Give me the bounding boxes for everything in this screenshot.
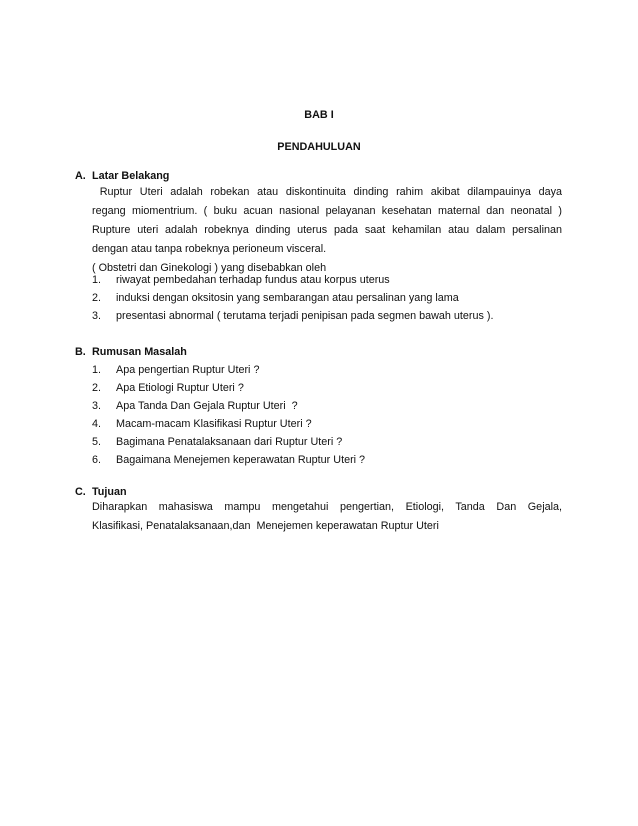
list-text: riwayat pembedahan terhadap fundus atau korpus uterus: [116, 274, 390, 286]
section-a-line: Rupture uteri adalah robeknya dinding uterus pada saat kehamilan atau dalam persalinan: [92, 224, 562, 236]
section-c-line: Klasifikasi, Penatalaksanaan,dan Menejemen keperawatan Ruptur Uteri: [92, 520, 439, 532]
section-a-line: Ruptur Uteri adalah robekan atau diskontinuita dinding rahim akibat dilampauinya daya: [92, 186, 562, 198]
list-item: [92, 436, 342, 448]
list-item: [92, 274, 390, 286]
list-item: [92, 292, 459, 304]
section-a-line: dengan atau tanpa robeknya perioneum visceral.: [92, 243, 327, 255]
section-c-line: Diharapkan mahasiswa mampu mengetahui pengertian, Etiologi, Tanda Dan Gejala,: [92, 501, 562, 513]
list-text: presentasi abnormal ( terutama terjadi penipisan pada segmen bawah uterus ).: [116, 310, 494, 322]
section-c-letter: C.: [75, 486, 86, 498]
chapter-subtitle: PENDAHULUAN: [277, 141, 361, 153]
section-b-title: Rumusan Masalah: [92, 346, 187, 358]
list-text: Macam-macam Klasifikasi Ruptur Uteri ?: [116, 418, 312, 430]
list-number: 2.: [92, 292, 102, 304]
section-c-heading: [75, 486, 127, 498]
section-c-paragraph: [92, 498, 562, 536]
section-a-paragraph: [92, 183, 562, 278]
list-number: 3.: [92, 310, 102, 322]
list-item: [92, 454, 365, 466]
list-number: 1.: [92, 364, 102, 376]
list-text: Bagaimana Menejemen keperawatan Ruptur Uteri ?: [116, 454, 366, 466]
list-text: Apa Etiologi Ruptur Uteri ?: [116, 382, 244, 394]
list-item: [92, 364, 259, 376]
list-number: 6.: [92, 454, 102, 466]
list-number: 5.: [92, 436, 102, 448]
section-b-letter: B.: [75, 346, 86, 358]
chapter-title: BAB I: [304, 109, 334, 121]
section-a-heading: [75, 170, 169, 182]
section-b-heading: [75, 346, 187, 358]
list-item: [92, 382, 244, 394]
list-text: Apa pengertian Ruptur Uteri ?: [116, 364, 260, 376]
section-a-title: Latar Belakang: [92, 170, 170, 182]
list-number: 4.: [92, 418, 102, 430]
list-item: [92, 310, 494, 322]
list-text: induksi dengan oksitosin yang sembarangan atau persalinan yang lama: [116, 292, 459, 304]
section-a-line: ( Obstetri dan Ginekologi ) yang disebabkan oleh: [92, 262, 327, 274]
section-a-letter: A.: [75, 170, 86, 182]
section-c-title: Tujuan: [92, 486, 127, 498]
list-number: 3.: [92, 400, 102, 412]
list-number: 1.: [92, 274, 102, 286]
list-text: Bagimana Penatalaksanaan dari Ruptur Uteri ?: [116, 436, 343, 448]
list-item: [92, 400, 298, 412]
list-number: 2.: [92, 382, 102, 394]
list-text: Apa Tanda Dan Gejala Ruptur Uteri ?: [116, 400, 298, 412]
list-item: [92, 418, 312, 430]
section-a-line: regang miomentrium. ( buku acuan nasional pelayanan kesehatan maternal dan neonatal ): [92, 205, 562, 217]
